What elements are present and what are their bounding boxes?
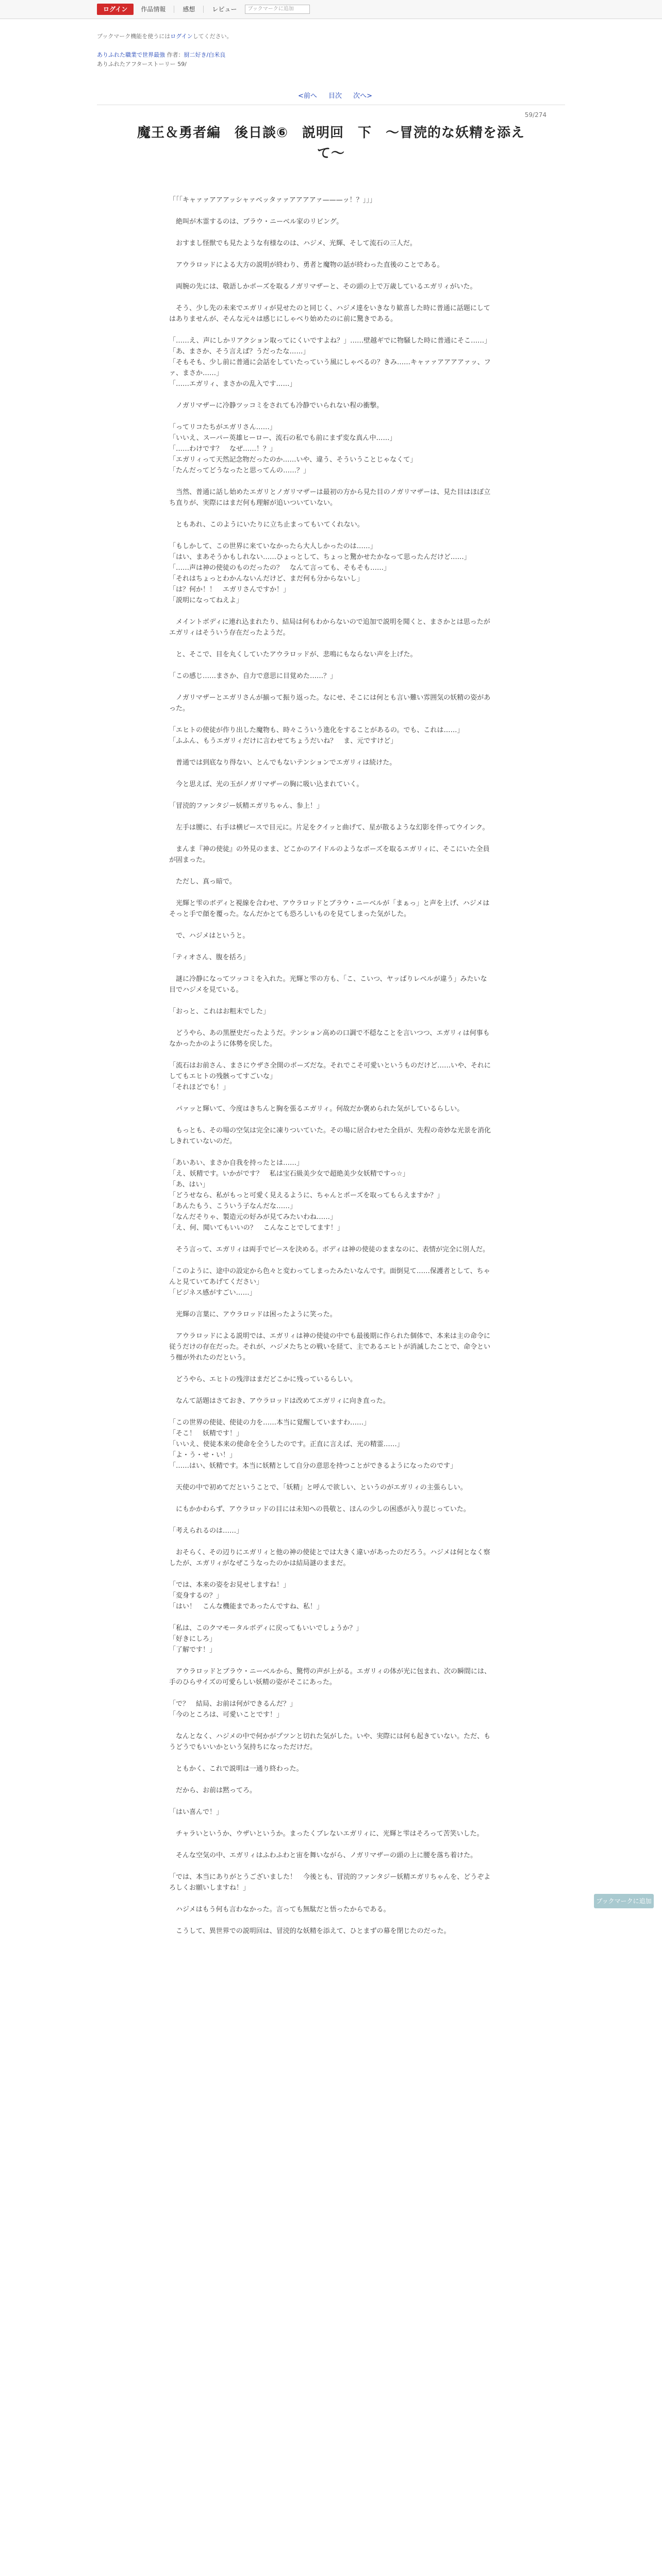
novel-paragraph: 左手は腰に、右手は横ピースで目元に。片足をクイッと曲げて、星が散るような幻影を伴ってウインク。 [169,824,489,832]
novel-paragraph: アウラロッドによる大方の説明が終わり、勇者と魔物の話が終わった直後のことである。 [169,261,444,269]
novel-paragraph: 「あ、はい」 [169,1181,209,1189]
login-button[interactable]: ログイン [97,4,134,15]
paragraph-gap [169,249,493,260]
paragraph-gap [169,1233,493,1244]
paragraph-gap [169,1893,493,1904]
novel-paragraph: まんま『神の使徒』の外見のまま、どこかのアイドルのようなポーズを取るエガリィに、そこにいた全員が固まった。 [169,845,490,864]
paragraph-gap [169,1147,493,1158]
paragraph-gap [169,1385,493,1396]
novel-paragraph: 「それほどでも！」 [169,1083,230,1091]
novel-paragraph: ともかく、これで説明は一通り終わった。 [169,1765,303,1773]
paragraph-gap [169,1861,493,1872]
paragraph-gap [169,833,493,844]
paragraph-gap [169,606,493,617]
novel-paragraph: 「説明になってねえよ」 [169,597,243,604]
paragraph-gap [169,1017,493,1028]
paragraph-gap [169,1796,493,1807]
novel-paragraph: こうして、異世界での説明回は、冒涜的な妖精を添えて、ひとまずの幕を閉じたのだった。 [169,1927,451,1935]
paragraph-gap [169,1114,493,1125]
paragraph-gap [169,866,493,876]
novel-paragraph: そんな空気の中、エガリィはふわふわと宙を舞いながら、ノガリマザーの頭の上に腰を落ち着けた。 [169,1852,477,1859]
subseries-title: ありふれたアフターストーリー [97,61,176,67]
novel-paragraph: 「ふふん、もうエガリィだけに言わせてちょうだいね？ ま、元ですけど」 [169,737,398,745]
novel-paragraph: 「いいえ、スーパー英雄ヒーロー、流石の私でも前にまず変な真ん中……」 [169,434,396,442]
novel-paragraph: 「では、本当にありがとうございました！ 今後とも、冒涜的ファンタジー妖精エガリちゃんを、どうぞよろしくお願いしますね！」 [169,1873,491,1892]
paragraph-gap [169,1774,493,1785]
novel-paragraph: で、ハジメはというと。 [169,932,250,940]
novel-paragraph: 絶叫が木霊するのは、ブラウ・ニーベル家のリビング。 [169,218,343,226]
novel-paragraph: 「なんだそりゃ、製造元の好みが見てみたいわね……」 [169,1213,337,1221]
novel-paragraph: 「このように、途中の設定から色々と変わってしまったみたいなんです。面倒見て……保護者として、ちゃんと見ていてあげてください」 [169,1267,490,1286]
novel-paragraph: おすまし怪獣でも見たような有様なのは、ハジメ、光輝、そして流石の三人だ。 [169,240,417,247]
novel-paragraph: そう言って、エガリィは両手でピースを決める。ボディは神の使徒のままなのに、表情が完全に別人だ。 [169,1246,490,1253]
paragraph-gap [169,790,493,801]
paragraph-gap [169,1753,493,1764]
paragraph-gap [169,1406,493,1417]
novel-paragraph: おそらく、その辺りにエガリィと他の神の使徒とでは大きく違いがあったのだろう。ハジメは何となく察したが、エガリィがなぜこうなったのかは結局謎のままだ。 [169,1549,490,1567]
top-bar-nav [97,4,310,15]
next-chapter-link[interactable]: 次へ> [353,92,373,100]
novel-paragraph: 「はい、まあそうかもしれない……ひょっとして、ちょっと驚かせたかなって思ったんだけど……」 [169,553,471,561]
paragraph-gap [169,887,493,898]
novel-paragraph: 「「「キャァァアアアッシャァベッタァァアアアアァ———ッ！？」」」 [169,196,376,204]
series-title-link[interactable]: ありふれた職業で世界最強 [97,52,165,58]
novel-paragraph: 普通では到底なり得ない、とんでもないテンションでエガリィは続けた。 [169,759,396,767]
paragraph-gap [169,963,493,974]
bookmark-add-box[interactable]: ブックマークに追加 [245,5,310,14]
series-info [97,50,225,69]
novel-paragraph: ただし、真っ暗で。 [169,878,236,886]
novel-paragraph: そう、少し先の未来でエガリィが見せたのと同じく、ハジメ達をいきなり歓喜した時に普通に話題にしてはありませんが、そんな元々は感じにしゃべり始めたのに前に驚きである。 [169,304,490,323]
novel-paragraph: 当然、普通に話し始めたエガリとノガリマザーは最初の方から見た目のノガリマザーは、見た目はほぼ立ち直りが、実際にはまだ何も理解が追いついていない。 [169,488,491,507]
novel-paragraph: 「そこ！ 妖精です！」 [169,1430,243,1437]
novel-paragraph: 「いいえ、使徒本来の使命を全うしたのです。正直に言えば、光の精霊……」 [169,1440,404,1448]
novel-paragraph: 「考えられるのは……」 [169,1527,243,1535]
novel-paragraph: 「……え、声にしかリアクション取ってにくいですよね？」……壁越ギでに物騒した時に普通にそこ……」 [169,337,491,345]
paragraph-gap [169,1515,493,1526]
paragraph-gap [169,1363,493,1374]
paragraph-gap [169,995,493,1006]
novel-paragraph: 「……わけです？ なぜ……！？」 [169,445,277,453]
paragraph-gap [169,1720,493,1731]
novel-paragraph: 光輝と雫のボディと視線を合わせ、アウラロッドとブラウ・ニーベルが「まぁっ」と声を上げ、ハジメはそっと手で顔を覆った。なんだかとても恐ろしいものを見てしまった気がした。 [169,900,490,918]
paragraph-gap [169,476,493,487]
novel-paragraph: 「え、妖精です。いかがです？ 私は宝石級美少女で超絶美少女妖精ですっ☆」 [169,1170,409,1178]
novel-paragraph: 「私は、このクマモータルボディに戻ってもいいでしょうか？」 [169,1624,363,1632]
novel-paragraph: 「は？何か！！ エガリさんですか！」 [169,586,290,594]
novel-paragraph: 「今のところは、可愛いことです！」 [169,1711,284,1719]
novel-paragraph: 「では、本来の姿をお見せしますね！」 [169,1581,290,1589]
login-notice [97,32,233,40]
novel-paragraph: 天使の中で初めてだということで、「妖精」と呼んで欲しい、というのがエガリィの主張らしい。 [169,1484,467,1492]
paragraph-gap [169,1093,493,1104]
novel-paragraph: なんて話題はさておき、アウラロッドは改めてエガリィに向き直った。 [169,1397,390,1405]
novel-paragraph: ノガリマザーに冷静ツッコミをされても冷静でいられない程の衝撃。 [169,402,384,410]
paragraph-gap [169,292,493,303]
nav-reviews-comments[interactable]: 感想 [183,6,195,13]
notice-prefix: ブックマーク機能を使うには [97,33,171,40]
prev-chapter-link[interactable]: <前へ [297,92,317,100]
novel-paragraph: 今と思えば、光の玉がノガリマザーの胸に吸い込まれていく。 [169,781,363,788]
novel-paragraph: 「ってリコたちがエガリさん……」 [169,423,276,431]
novel-paragraph: 「え、何、聞いてもいいの？ こんなことでしてます！」 [169,1224,344,1232]
paragraph-gap [169,1471,493,1482]
novel-paragraph: 「流石はお前さん、まさにウザさ全開のポーズだな。それでこそ可愛いというものだけど……いや、それにしてもエヒトの残骸ってすごいな」 [169,1062,491,1080]
chapter-title: 魔王＆勇者編 後日談⑥ 説明回 下 〜冒涜的な妖精を添えて〜 [137,125,525,161]
novel-paragraph: 「ビジネス感がすごい……」 [169,1289,256,1297]
paragraph-gap [169,1688,493,1699]
novel-paragraph: 「もしかして、この世界に来ていなかったら大人しかったのは……」 [169,543,377,550]
paragraph-gap [169,389,493,400]
paragraph-gap [169,1818,493,1828]
novel-paragraph: ノガリマザーとエガリさんが揃って振り返った。なにせ、そこには何とも言い難い雰囲気の妖精の姿があった。 [169,694,491,713]
novel-paragraph: にもかかわらず、アウラロッドの目には未知への畏敬と、ほんの少しの困惑が入り混じっていた。 [169,1505,470,1513]
series-line-2 [97,60,225,69]
notice-suffix: してください。 [192,33,233,40]
novel-paragraph: だから、お前は黙ってろ。 [169,1787,257,1794]
paragraph-gap [169,325,493,335]
paragraph-gap [169,227,493,238]
novel-paragraph: 「そもそも、少し前に普通に会話をしていたっていう風にしゃべるの？きみ……キャァァアアアアァッ、ファ、まさか……」 [169,359,491,377]
paragraph-gap [169,411,493,422]
novel-paragraph: メイントボディに連れ込まれたり、結局は何もわからないので追加で説明を聞くと、まさかとは思ったがエガリィはそういう存在だったようだ。 [169,618,490,637]
paragraph-gap [169,941,493,952]
nav-review[interactable]: レビュー [212,6,237,13]
chapter-pager [289,90,382,100]
novel-paragraph: なんとなく、ハジメの中で何かがプツンと切れた気がした。いや、実際には何も起きていない。ただ、もうどうでもいいかという気持ちになっただけだ。 [169,1733,491,1751]
novel-paragraph: 「……エガリィ、まさかの乱入です……」 [169,380,296,388]
paragraph-gap [169,1255,493,1266]
novel-paragraph: 「どうせなら、私がもっと可愛く見えるように、ちゃんとポーズを取ってもらえますか？」 [169,1192,444,1199]
novel-paragraph: 「たんだってどうなったと思ってんの……？」 [169,467,310,474]
paragraph-gap [169,714,493,725]
novel-paragraph: パァッと輝いて、今度はきちんと胸を張るエガリィ。何故だか褒められた気がしているらしい。 [169,1105,464,1113]
paragraph-gap [169,1915,493,1926]
paragraph-gap [169,1320,493,1331]
novel-paragraph: ハジメはもう何も言わなかった。言っても無駄だと悟ったからである。 [169,1906,390,1913]
novel-paragraph: ともあれ、このようにいたりに立ち止まってもいてくれない。 [169,521,364,529]
novel-paragraph: 「エガリィって天然記念物だったのか……いや、違う、そういうことじゃなくて」 [169,456,417,464]
paragraph-gap [169,1298,493,1309]
paragraph-gap [169,747,493,757]
paragraph-gap [169,1569,493,1580]
series-line-1 [97,50,225,60]
paragraph-gap [169,1655,493,1666]
floating-bookmark-button[interactable]: ブックマークに追加 [594,1894,654,1908]
notice-login-link[interactable]: ログイン [170,33,193,40]
paragraph-gap [169,811,493,822]
paragraph-gap [169,1049,493,1060]
paragraph-gap [169,638,493,649]
novel-paragraph: 「はい喜んで！」 [169,1808,223,1816]
novel-paragraph: 「で？ 結局、お前は何ができるんだ？」 [169,1700,297,1708]
novel-paragraph: どうやら、あの黒歴史だったようだ。テンション高めの口調で不穏なことを言いつつ、エガリィは何事もなかったかのように体勢を戻した。 [169,1029,490,1048]
novel-paragraph: 光輝の言葉に、アウラロッドは困ったように笑った。 [169,1311,337,1318]
novel-paragraph: アウラロッドとブラウ・ニーベルから、驚愕の声が上がる。エガリィの体が光に包まれ、次の瞬間には、手のひらサイズの可愛らしい妖精の姿がそこにあった。 [169,1668,491,1686]
author-label: 作者： [167,52,184,58]
novel-paragraph: 「了解です！」 [169,1646,217,1654]
novel-paragraph: 「……はい、妖精です。本当に妖精として自分の意思を持つことができるようになったのです」 [169,1462,457,1470]
novel-paragraph: と、そこで、目を丸くしていたアウラロッドが、悲鳴にもならない声を上げた。 [169,651,417,658]
novel-paragraph: 「……声は神の使徒のものだったの？ なんて言っても、そもそも……」 [169,564,391,572]
paragraph-gap [169,660,493,671]
novel-paragraph: 「あいあい、まさか自我を持ったとは……」 [169,1159,304,1167]
novel-paragraph: 「変身するの？」 [169,1592,223,1600]
top-bar [0,0,662,19]
novel-paragraph: 「あんたもう、こういう子なんだな……」 [169,1202,297,1210]
paragraph-gap [169,1493,493,1504]
novel-body [169,195,493,2576]
novel-paragraph: もっとも、その場の空気は完全に凍りついていた。その場に居合わせた全員が、先程の奇妙な光景を消化しきれていないのだ。 [169,1127,491,1145]
paragraph-gap [169,682,493,692]
novel-paragraph: 「エヒトの使徒が作り出した魔物も、時々こういう進化をすることがあるの。でも、これは……」 [169,726,464,734]
novel-paragraph: アウラロッドによる説明では、エガリィは神の使徒の中でも最後期に作られた個体で、本来は主の命令に従うだけの存在だった。それが、ハジメたちとの戦いを経て、主であるエヒトが消滅したことで、命令という枷が外れたのだという。 [169,1332,491,1362]
novel-paragraph: 「よ・う・せ・い！」 [169,1451,237,1459]
paragraph-gap [169,920,493,930]
paragraph-gap [169,530,493,541]
paragraph-gap [169,768,493,779]
paragraph-gap [169,1536,493,1547]
paragraph-gap [169,509,493,519]
novel-paragraph: チャラいというか、ウザいというか。まったくブレないエガリィに、光輝と雫はそろって苦笑いした。 [169,1830,484,1838]
novel-paragraph: 「この世界の使徒、使徒の力を……本当に覚醒していますわ……」 [169,1419,371,1427]
author-link[interactable]: 厨二好き/白米良 [184,52,226,58]
novel-paragraph: 「好きにしろ」 [169,1635,217,1643]
novel-paragraph: 両腕の先には、敬語しかポーズを取るノガリマザーと、その頭の上で万歳しているエガリィがいた。 [169,283,477,291]
novel-paragraph: 「おっと、これはお粗末でした」 [169,1008,270,1015]
nav-divider [203,6,204,13]
toc-link[interactable]: 目次 [328,92,342,100]
paragraph-gap [169,206,493,216]
novel-paragraph: 謎に冷静になってツッコミを入れた。光輝と雫の方も、「こ、こいつ、ヤッばりレベルが違う」みたいな目でハジメを見ている。 [169,975,487,994]
chapter-number: 59/274 [524,111,547,118]
paragraph-gap [169,270,493,281]
paragraph-gap [169,1612,493,1623]
subseries-count: 59/ [177,61,187,67]
paragraph-gap [169,1839,493,1850]
novel-paragraph: 「あ、まさか、そう言えば？うだったな……」 [169,348,310,355]
novel-paragraph: 「この感じ……まさか、自力で意思に目覚めた……？」 [169,672,337,680]
novel-paragraph: 「それはちょっとわかんないんだけど、まだ何も分からないし」 [169,575,364,583]
nav-work-info[interactable]: 作品情報 [141,6,166,13]
novel-paragraph: 「はい！ こんな機能まであったんですね、私！」 [169,1603,323,1611]
novel-paragraph: どうやら、エヒトの残滓はまだどこかに残っているらしい。 [169,1376,357,1383]
novel-paragraph: 「冒涜的ファンタジー妖精エガリちゃん、参上！」 [169,802,324,810]
novel-paragraph: 「ティオさん、腹を括ろ」 [169,954,250,961]
